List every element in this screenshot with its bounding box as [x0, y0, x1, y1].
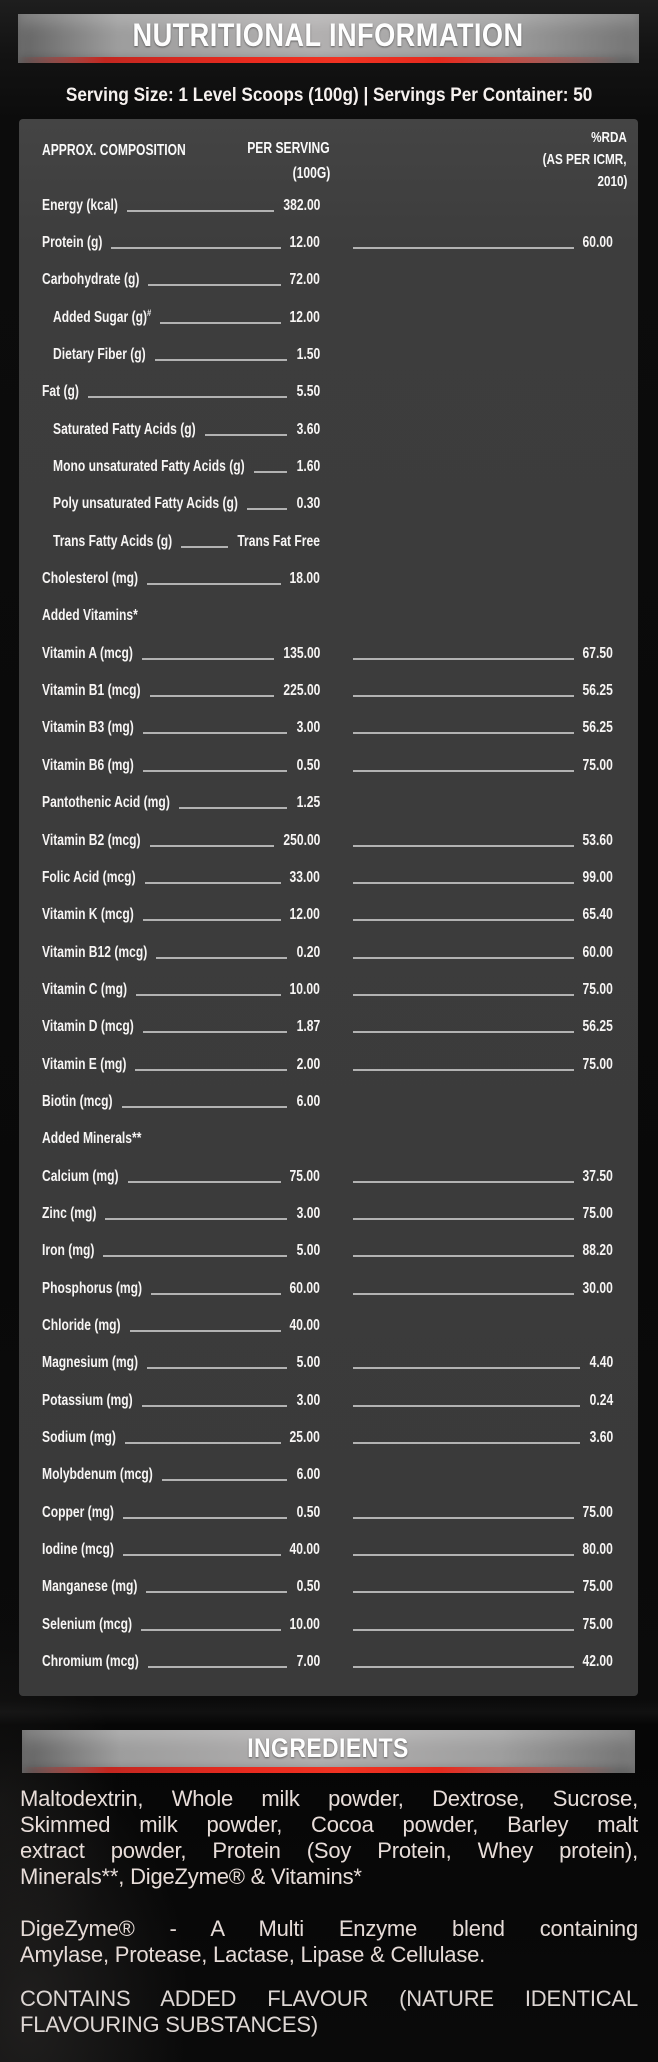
row-left-group	[42, 1577, 320, 1597]
rda-leader-line	[353, 1517, 574, 1519]
table-row	[19, 448, 638, 485]
row-per-serving-value: 382.00	[283, 196, 320, 214]
table-row	[19, 1195, 638, 1232]
row-label: Poly unsaturated Fatty Acids (g)	[53, 495, 238, 513]
leader-line	[143, 919, 281, 921]
row-left-group	[42, 457, 320, 477]
rda-leader-line	[353, 882, 574, 884]
leader-line	[88, 396, 288, 398]
table-row	[19, 262, 638, 299]
leader-line	[162, 1479, 288, 1481]
row-left-group	[42, 1503, 320, 1523]
row-label: Phosphorus (mg)	[42, 1279, 143, 1297]
row-label: Energy (kcal)	[42, 196, 118, 214]
leader-line	[143, 1031, 288, 1033]
row-rda-value: 56.25	[582, 1018, 613, 1036]
row-rda-group	[344, 868, 613, 888]
row-rda-value: 80.00	[582, 1541, 613, 1559]
leader-line	[125, 1442, 281, 1444]
leader-line	[143, 732, 288, 734]
rda-leader-line	[353, 1031, 574, 1033]
leader-line	[123, 1554, 281, 1556]
leader-line	[136, 994, 281, 996]
row-left-group	[42, 233, 320, 253]
leader-line	[130, 1330, 281, 1332]
row-per-serving-value: 72.00	[289, 271, 320, 289]
row-left-group	[42, 1316, 320, 1336]
digezyme-note	[20, 1916, 638, 1968]
row-per-serving-value: 40.00	[289, 1316, 320, 1334]
row-per-serving-value: 0.30	[296, 495, 320, 513]
row-per-serving-value: 0.50	[296, 1503, 320, 1521]
row-left-group	[42, 1391, 320, 1411]
row-per-serving-value: 225.00	[283, 682, 320, 700]
row-left-group	[42, 1465, 320, 1485]
red-accent-line	[22, 1767, 635, 1773]
row-label: Vitamin E (mg)	[42, 1055, 127, 1073]
table-row	[19, 897, 638, 934]
leader-line	[146, 1591, 287, 1593]
contains-flavour-note	[20, 1986, 638, 2038]
row-label: Iron (mg)	[42, 1242, 95, 1260]
table-row	[19, 486, 638, 523]
row-rda-value: 56.25	[582, 719, 613, 737]
leader-line	[148, 284, 280, 286]
rda-leader-line	[353, 1591, 574, 1593]
row-per-serving-value: 5.50	[296, 383, 320, 401]
row-rda-group	[344, 1017, 613, 1037]
paragraph-line: Amylase, Protease, Lactase, Lipase & Cellulase.	[20, 1942, 486, 1967]
row-label: Trans Fatty Acids (g)	[53, 532, 173, 550]
leader-line	[142, 1405, 288, 1407]
row-left-group	[42, 270, 320, 290]
table-row	[19, 1046, 638, 1083]
row-left-group	[42, 905, 320, 925]
row-per-serving-value: 18.00	[289, 570, 320, 588]
rda-leader-line	[353, 1069, 574, 1071]
row-rda-value: 4.40	[589, 1354, 613, 1372]
leader-line	[160, 322, 281, 324]
row-label: Vitamin B3 (mg)	[42, 719, 134, 737]
leader-line	[155, 359, 288, 361]
table-row	[19, 1083, 638, 1120]
leader-line	[254, 471, 288, 473]
row-per-serving-value: 0.50	[296, 756, 320, 774]
row-per-serving-value: 12.00	[289, 234, 320, 252]
rda-leader-line	[353, 994, 574, 996]
leader-line	[142, 658, 274, 660]
rda-leader-line	[353, 1367, 580, 1369]
row-rda-value: 65.40	[582, 906, 613, 924]
rda-leader-line	[353, 770, 574, 772]
row-label: Magnesium (mg)	[42, 1354, 139, 1372]
row-left-group	[42, 718, 320, 738]
row-per-serving-value: 3.00	[296, 1204, 320, 1222]
row-label: Carbohydrate (g)	[42, 271, 140, 289]
row-left-group	[42, 1167, 320, 1187]
table-row	[19, 934, 638, 971]
row-label: Manganese (mg)	[42, 1578, 138, 1596]
row-rda-value: 56.25	[582, 682, 613, 700]
row-per-serving-value: 6.00	[296, 1466, 320, 1484]
row-per-serving-value: 5.00	[296, 1242, 320, 1260]
table-row	[19, 822, 638, 859]
row-left-group	[42, 420, 320, 440]
row-rda-group	[344, 1055, 613, 1075]
row-rda-group	[344, 1279, 613, 1299]
row-left-group	[42, 569, 320, 589]
rda-leader-line	[353, 1181, 574, 1183]
row-rda-value: 75.00	[582, 1204, 613, 1222]
table-row	[19, 1531, 638, 1568]
row-label: Vitamin B1 (mcg)	[42, 682, 141, 700]
row-per-serving-value: 7.00	[296, 1653, 320, 1671]
row-rda-group	[344, 233, 613, 253]
ingredients-title: INGREDIENTS	[247, 1733, 410, 1763]
row-rda-value: 75.00	[582, 1615, 613, 1633]
row-rda-group	[344, 1167, 613, 1187]
table-row	[19, 1009, 638, 1046]
table-row	[19, 710, 638, 747]
row-left-group	[42, 943, 320, 963]
table-row	[19, 598, 638, 635]
table-row	[19, 1307, 638, 1344]
red-accent-line	[18, 57, 639, 63]
rda-leader-line	[353, 1554, 574, 1556]
row-left-group	[42, 1204, 320, 1224]
paragraph-line: Skimmed milk powder, Cocoa powder, Barley malt	[20, 1812, 638, 1837]
row-rda-group	[344, 1353, 613, 1373]
leader-line	[123, 1517, 288, 1519]
rda-leader-line	[353, 1442, 580, 1444]
leader-line	[145, 882, 281, 884]
row-per-serving-value: 5.00	[296, 1354, 320, 1372]
row-label: Vitamin K (mcg)	[42, 906, 134, 924]
column-header-composition: APPROX. COMPOSITION	[42, 142, 186, 159]
table-row	[19, 1606, 638, 1643]
nutritional-information-bar	[18, 14, 639, 63]
row-per-serving-value: 3.00	[296, 1391, 320, 1409]
nutritional-information-title: NUTRITIONAL INFORMATION	[132, 17, 525, 53]
row-per-serving-value: 3.60	[296, 420, 320, 438]
table-row	[19, 971, 638, 1008]
row-rda-group	[344, 1503, 613, 1523]
row-per-serving-value: 135.00	[283, 644, 320, 662]
table-rows	[19, 187, 638, 1681]
row-label: Vitamin B2 (mcg)	[42, 831, 141, 849]
row-label: Cholesterol (mg)	[42, 570, 139, 588]
row-rda-value: 53.60	[582, 831, 613, 849]
leader-line	[111, 247, 280, 249]
ingredients-text	[20, 1786, 638, 1890]
ingredients-bar	[22, 1730, 635, 1773]
row-rda-group	[344, 644, 613, 664]
row-label: Vitamin C (mg)	[42, 980, 128, 998]
row-rda-group	[344, 1577, 613, 1597]
row-label: Biotin (mcg)	[42, 1092, 113, 1110]
row-rda-value: 75.00	[582, 1578, 613, 1596]
leader-line	[247, 508, 288, 510]
row-rda-value: 88.20	[582, 1242, 613, 1260]
table-row	[19, 1121, 638, 1158]
row-rda-value: 75.00	[582, 980, 613, 998]
row-label: Potassium (mg)	[42, 1391, 133, 1409]
row-per-serving-value: 0.50	[296, 1578, 320, 1596]
row-rda-group	[344, 905, 613, 925]
row-left-group	[42, 494, 320, 514]
row-per-serving-value: 25.00	[289, 1429, 320, 1447]
table-row	[19, 747, 638, 784]
row-left-group	[42, 1279, 320, 1299]
table-row	[19, 1158, 638, 1195]
column-header-rda: %RDA (AS PER ICMR, 2010)	[543, 129, 627, 190]
rda-leader-line	[353, 658, 574, 660]
row-label: Molybdenum (mcg)	[42, 1466, 153, 1484]
leader-line	[205, 434, 288, 436]
row-rda-value: 60.00	[582, 943, 613, 961]
row-rda-group	[344, 756, 613, 776]
row-rda-group	[344, 1391, 613, 1411]
nutrition-table-panel	[19, 119, 638, 1696]
rda-leader-line	[353, 247, 574, 249]
row-per-serving-value: 10.00	[289, 1615, 320, 1633]
row-rda-group	[344, 831, 613, 851]
row-per-serving-value: 3.00	[296, 719, 320, 737]
row-left-group	[42, 532, 320, 552]
table-row	[19, 1643, 638, 1680]
column-header-per-serving: PER SERVING (100G)	[247, 140, 330, 182]
row-rda-value: 42.00	[582, 1653, 613, 1671]
row-per-serving-value: 60.00	[289, 1279, 320, 1297]
row-label: Vitamin B12 (mcg)	[42, 943, 148, 961]
leader-line	[150, 695, 274, 697]
row-rda-group	[344, 1428, 613, 1448]
rda-leader-line	[353, 1629, 574, 1631]
row-rda-value: 75.00	[582, 756, 613, 774]
row-left-group	[42, 681, 320, 701]
row-rda-value: 3.60	[589, 1429, 613, 1447]
row-per-serving-value: 1.50	[296, 346, 320, 364]
leader-line	[143, 770, 288, 772]
row-per-serving-value: 40.00	[289, 1541, 320, 1559]
row-per-serving-value: Trans Fat Free	[237, 532, 320, 550]
row-label: Chloride (mg)	[42, 1316, 121, 1334]
row-rda-group	[344, 1652, 613, 1672]
table-row	[19, 672, 638, 709]
leader-line	[179, 807, 288, 809]
row-rda-group	[344, 980, 613, 1000]
row-label: Fat (g)	[42, 383, 79, 401]
leader-line	[141, 1629, 281, 1631]
row-rda-value: 75.00	[582, 1503, 613, 1521]
row-left-group	[42, 793, 320, 813]
row-left-group	[42, 308, 320, 328]
row-rda-group	[344, 943, 613, 963]
row-left-group	[42, 644, 320, 664]
row-label: Chromium (mcg)	[42, 1653, 139, 1671]
row-left-group	[42, 1017, 320, 1037]
leader-line	[127, 210, 274, 212]
row-per-serving-value: 10.00	[289, 980, 320, 998]
row-label: Dietary Fiber (g)	[53, 346, 146, 364]
row-per-serving-value: 75.00	[289, 1167, 320, 1185]
row-left-group	[42, 1353, 320, 1373]
rda-leader-line	[353, 1255, 574, 1257]
row-label: Mono unsaturated Fatty Acids (g)	[53, 458, 245, 476]
row-rda-value: 0.24	[589, 1391, 613, 1409]
row-left-group	[42, 1241, 320, 1261]
row-left-group	[42, 831, 320, 851]
row-left-group	[42, 756, 320, 776]
paragraph-line: FLAVOURING SUBSTANCES)	[20, 2012, 318, 2037]
row-label: Zinc (mg)	[42, 1204, 97, 1222]
paragraph-line: Minerals**, DigeZyme® & Vitamins*	[20, 1864, 362, 1889]
leader-line	[147, 583, 281, 585]
row-rda-group	[344, 718, 613, 738]
rda-leader-line	[353, 957, 574, 959]
row-rda-group	[344, 1241, 613, 1261]
leader-line	[128, 1181, 281, 1183]
leader-line	[156, 957, 287, 959]
leader-line	[122, 1106, 288, 1108]
row-left-group	[42, 1092, 320, 1112]
table-row	[19, 859, 638, 896]
rda-leader-line	[353, 1293, 574, 1295]
table-row	[19, 1494, 638, 1531]
table-row	[19, 785, 638, 822]
row-left-group	[42, 382, 320, 402]
table-row	[19, 560, 638, 597]
table-row	[19, 411, 638, 448]
table-row	[19, 1419, 638, 1456]
row-left-group	[42, 1055, 320, 1075]
row-per-serving-value: 1.25	[296, 794, 320, 812]
row-label: Added Vitamins*	[42, 607, 138, 625]
row-rda-value: 99.00	[582, 868, 613, 886]
table-row	[19, 336, 638, 373]
row-per-serving-value: 1.87	[296, 1018, 320, 1036]
table-row	[19, 1345, 638, 1382]
row-label: Added Sugar (g)#	[53, 307, 152, 326]
row-left-group	[42, 1428, 320, 1448]
row-left-group	[42, 1652, 320, 1672]
row-rda-group	[344, 1615, 613, 1635]
rda-leader-line	[353, 919, 574, 921]
row-left-group	[42, 1540, 320, 1560]
row-left-group	[42, 345, 320, 365]
row-rda-value: 37.50	[582, 1167, 613, 1185]
row-label: Saturated Fatty Acids (g)	[53, 420, 196, 438]
leader-line	[148, 1666, 288, 1668]
row-per-serving-value: 1.60	[296, 458, 320, 476]
leader-line	[147, 1367, 287, 1369]
table-row	[19, 1233, 638, 1270]
row-rda-group	[344, 681, 613, 701]
row-rda-group	[344, 1540, 613, 1560]
rda-leader-line	[353, 1405, 580, 1407]
row-label: Vitamin A (mcg)	[42, 644, 133, 662]
paragraph-line: Maltodextrin, Whole milk powder, Dextrose, Sucrose,	[20, 1786, 638, 1811]
row-label: Calcium (mg)	[42, 1167, 119, 1185]
row-label: Folic Acid (mcg)	[42, 868, 136, 886]
leader-line	[103, 1255, 287, 1257]
leader-line	[135, 1069, 287, 1071]
leader-line	[105, 1218, 287, 1220]
leader-line	[181, 546, 228, 548]
table-row	[19, 1382, 638, 1419]
table-row	[19, 635, 638, 672]
row-rda-group	[344, 1204, 613, 1224]
leader-line	[151, 1293, 281, 1295]
row-label: Sodium (mg)	[42, 1429, 116, 1447]
row-left-group	[42, 606, 320, 626]
table-row	[19, 1457, 638, 1494]
row-per-serving-value: 12.00	[289, 308, 320, 326]
row-label: Pantothenic Acid (mg)	[42, 794, 170, 812]
paragraph-line: extract powder, Protein (Soy Protein, Whey protein),	[20, 1838, 638, 1863]
table-row	[19, 374, 638, 411]
row-label: Vitamin D (mcg)	[42, 1018, 134, 1036]
table-header	[19, 119, 638, 190]
leader-line	[150, 845, 274, 847]
row-left-group	[42, 1615, 320, 1635]
row-per-serving-value: 250.00	[283, 831, 320, 849]
row-per-serving-value: 12.00	[289, 906, 320, 924]
rda-leader-line	[353, 1666, 574, 1668]
serving-size-line: Serving Size: 1 Level Scoops (100g) | Servings Per Container: 50	[65, 84, 593, 106]
row-left-group	[42, 868, 320, 888]
row-per-serving-value: 6.00	[296, 1092, 320, 1110]
rda-leader-line	[353, 845, 574, 847]
row-label: Vitamin B6 (mg)	[42, 756, 134, 774]
table-row	[19, 299, 638, 336]
row-label: Selenium (mcg)	[42, 1615, 133, 1633]
row-label: Added Minerals**	[42, 1130, 142, 1148]
row-label: Copper (mg)	[42, 1503, 114, 1521]
paragraph-line: DigeZyme® - A Multi Enzyme blend containing	[20, 1916, 638, 1941]
table-row	[19, 523, 638, 560]
row-label: Protein (g)	[42, 234, 103, 252]
paragraph-line: CONTAINS ADDED FLAVOUR (NATURE IDENTICAL	[20, 1986, 638, 2011]
rda-leader-line	[353, 1218, 574, 1220]
table-row	[19, 187, 638, 224]
row-left-group	[42, 980, 320, 1000]
row-left-group	[42, 1129, 320, 1149]
table-row	[19, 1270, 638, 1307]
row-rda-value: 30.00	[582, 1279, 613, 1297]
table-row	[19, 1569, 638, 1606]
table-row	[19, 224, 638, 261]
row-rda-value: 67.50	[582, 644, 613, 662]
row-per-serving-value: 2.00	[296, 1055, 320, 1073]
rda-leader-line	[353, 695, 574, 697]
row-label: Iodine (mcg)	[42, 1541, 114, 1559]
row-per-serving-value: 33.00	[289, 868, 320, 886]
rda-leader-line	[353, 732, 574, 734]
row-rda-value: 75.00	[582, 1055, 613, 1073]
row-rda-value: 60.00	[582, 234, 613, 252]
row-per-serving-value: 0.20	[296, 943, 320, 961]
row-left-group	[42, 196, 320, 216]
